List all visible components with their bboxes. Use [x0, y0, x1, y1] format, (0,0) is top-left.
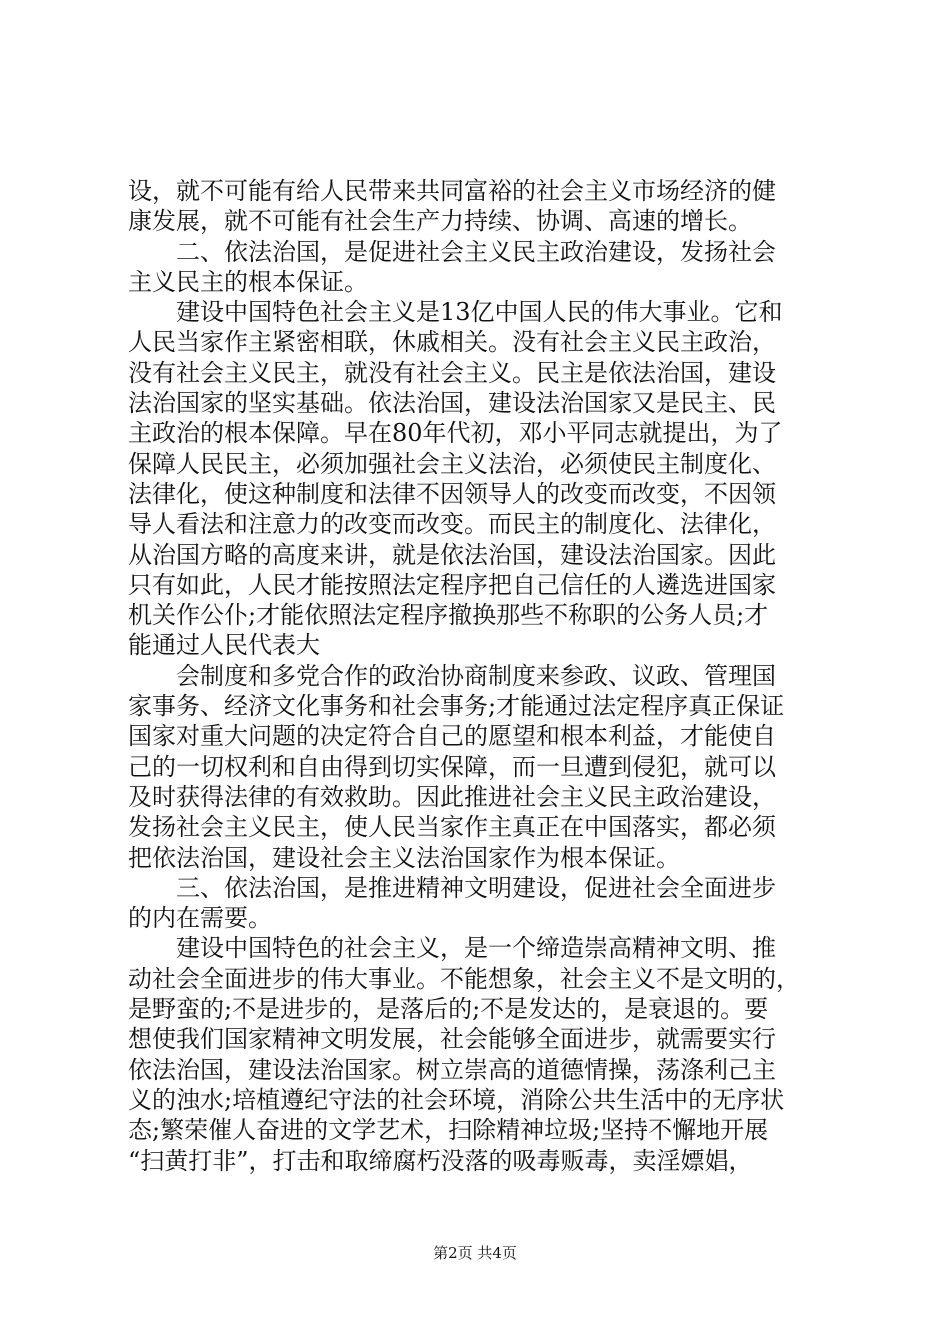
text-line: 会制度和多党合作的政治协商制度来参政、议政、管理国: [128, 661, 776, 690]
text-line: “扫黄打非”，打击和取缔腐朽没落的吸毒贩毒，卖淫嫖娼，: [128, 1146, 753, 1175]
text-line: 没有社会主义民主，就没有社会主义。民主是依法治国，建设: [128, 358, 776, 387]
text-line: 是野蛮的;不是进步的，是落后的;不是发达的，是衰退的。要: [128, 995, 769, 1024]
text-line: 动社会全面进步的伟大事业。不能想象，社会主义不是文明的，: [128, 964, 800, 993]
page-number-footer: 第2页 共4页: [433, 1244, 517, 1262]
text-line: 保障人民民主，必须加强社会主义法治，必须使民主制度化、: [128, 449, 776, 478]
text-line: 三、依法治国，是推进精神文明建设，促进社会全面进步: [128, 873, 776, 902]
text-line: 的内在需要。: [128, 904, 272, 933]
text-line: 建设中国特色社会主义是13亿中国人民的伟大事业。它和: [128, 298, 783, 327]
text-line: 从治国方略的高度来讲，就是依法治国，建设法治国家。因此: [128, 540, 776, 569]
text-line: 及时获得法律的有效救助。因此推进社会主义民主政治建设，: [128, 782, 776, 811]
text-line: 把依法治国，建设社会主义法治国家作为根本保证。: [128, 843, 680, 872]
text-line: 二、依法治国，是促进社会主义民主政治建设，发扬社会: [128, 237, 776, 266]
text-line: 法律化，使这种制度和法律不因领导人的改变而改变，不因领: [128, 479, 776, 508]
document-body: [128, 176, 832, 1176]
text-line: 能通过人民代表大: [128, 631, 320, 660]
text-line: 己的一切权利和自由得到切实保障，而一旦遭到侵犯，就可以: [128, 752, 776, 781]
text-line: 依法治国，建设法治国家。树立崇高的道德情操，荡涤利己主: [128, 1055, 776, 1084]
text-line: 主政治的根本保障。早在80年代初，邓小平同志就提出，为了: [128, 419, 783, 448]
text-line: 法治国家的坚实基础。依法治国，建设法治国家又是民主、民: [128, 389, 776, 418]
text-line: 康发展，就不可能有社会生产力持续、协调、高速的增长。: [128, 207, 752, 236]
text-line: 导人看法和注意力的改变而改变。而民主的制度化、法律化，: [128, 510, 776, 539]
text-line: 主义民主的根本保证。: [128, 267, 368, 296]
text-line: 义的浊水;培植遵纪守法的社会环境，消除公共生活中的无序状: [128, 1085, 785, 1114]
text-line: 只有如此，人民才能按照法定程序把自己信任的人遴选进国家: [128, 570, 776, 599]
text-line: 想使我们国家精神文明发展，社会能够全面进步，就需要实行: [128, 1025, 776, 1054]
text-line: 设，就不可能有给人民带来共同富裕的社会主义市场经济的健: [128, 177, 776, 205]
text-line: 人民当家作主紧密相联，休戚相关。没有社会主义民主政治，: [128, 328, 776, 357]
text-line: 态;繁荣催人奋进的文学艺术，扫除精神垃圾;坚持不懈地开展: [128, 1116, 769, 1145]
text-line: 国家对重大问题的决定符合自己的愿望和根本利益，才能使自: [128, 722, 776, 751]
text-line: 家事务、经济文化事务和社会事务;才能通过法定程序真正保证: [128, 692, 785, 721]
text-line: 建设中国特色的社会主义，是一个缔造崇高精神文明、推: [128, 934, 776, 963]
text-line: 机关作公仆;才能依照法定程序撤换那些不称职的公务人员;才: [128, 601, 769, 630]
text-line: 发扬社会主义民主，使人民当家作主真正在中国落实，都必须: [128, 813, 776, 842]
